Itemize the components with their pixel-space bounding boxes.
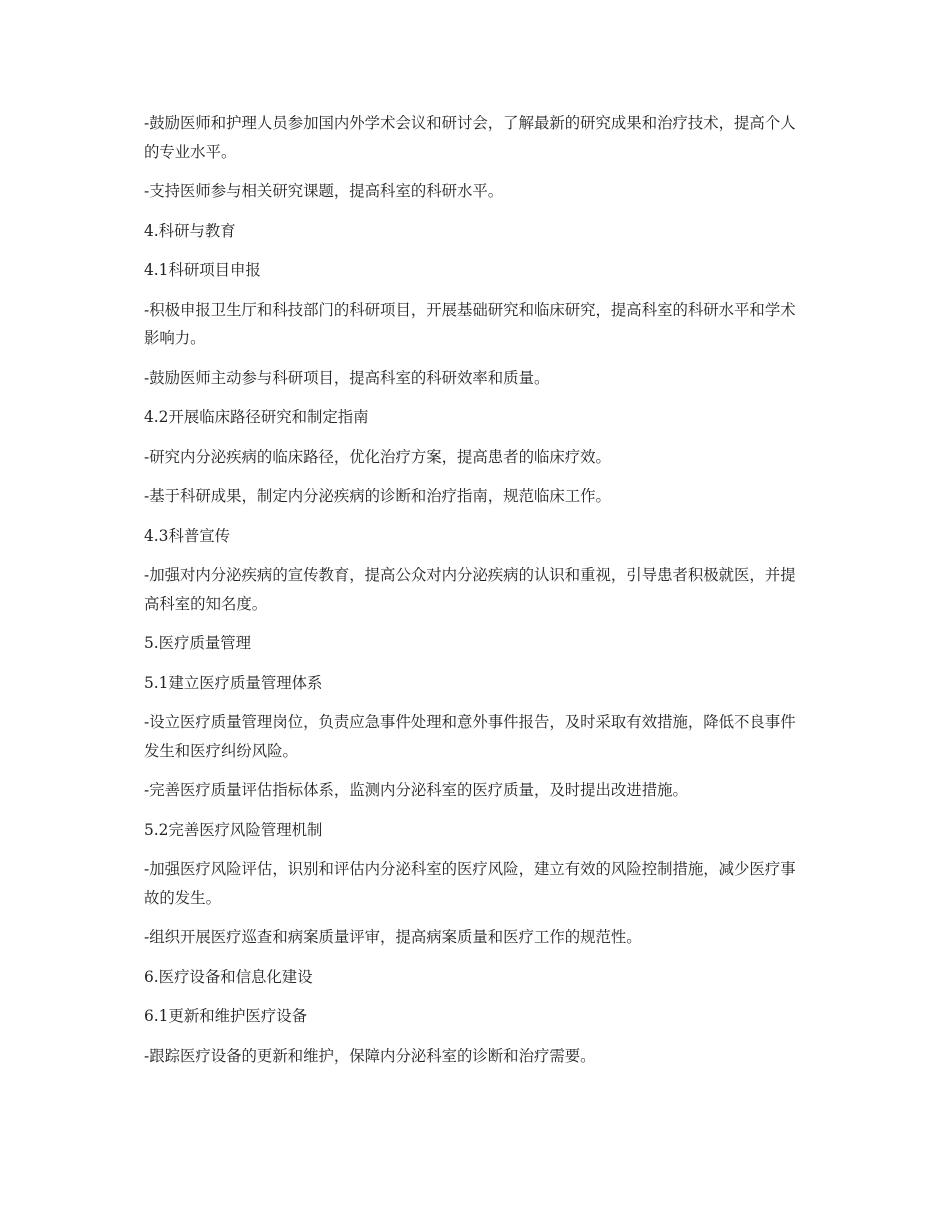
paragraph: -组织开展医疗巡查和病案质量评审，提高病案质量和医疗工作的规范性。 — [144, 928, 642, 946]
section-heading: 4.科研与教育 — [144, 221, 236, 240]
document-body — [144, 109, 810, 1081]
paragraph: -完善医疗质量评估指标体系，监测内分泌科室的医疗质量，及时提出改进措施。 — [144, 781, 688, 799]
section-heading: 6.医疗设备和信息化建设 — [144, 967, 313, 986]
paragraph: -跟踪医疗设备的更新和维护，保障内分泌科室的诊断和治疗需要。 — [144, 1046, 596, 1065]
paragraph: -积极申报卫生厅和科技部门的科研项目，开展基础研究和临床研究，提高科室的科研水平和学术影响力。 — [144, 300, 796, 347]
subsection-heading: 4.1科研项目申报 — [144, 261, 261, 279]
paragraph: -支持医师参与相关研究课题，提高科室的科研水平。 — [144, 182, 504, 200]
paragraph: -加强医疗风险评估，识别和评估内分泌科室的医疗风险，建立有效的风险控制措施，减少医疗事故的发生。 — [144, 860, 796, 907]
paragraph: -研究内分泌疾病的临床路径，优化治疗方案，提高患者的临床疗效。 — [144, 447, 611, 466]
paragraph: -加强对内分泌疾病的宣传教育，提高公众对内分泌疾病的认识和重视，引导患者积极就医，并提高科室的知名度。 — [144, 566, 796, 613]
subsection-heading: 5.2完善医疗风险管理机制 — [144, 820, 323, 839]
paragraph: -鼓励医师和护理人员参加国内外学术会议和研讨会，了解最新的研究成果和治疗技术，提高个人的专业水平。 — [144, 114, 796, 161]
subsection-heading: 4.2开展临床路径研究和制定指南 — [144, 408, 369, 426]
subsection-heading: 6.1更新和维护医疗设备 — [144, 1007, 307, 1025]
subsection-heading: 4.3科普宣传 — [144, 526, 231, 545]
paragraph: -鼓励医师主动参与科研项目，提高科室的科研效率和质量。 — [144, 368, 550, 387]
subsection-heading: 5.1建立医疗质量管理体系 — [144, 673, 323, 692]
paragraph: -设立医疗质量管理岗位，负责应急事件处理和意外事件报告，及时采取有效措施，降低不良事件发生和医疗纠纷风险。 — [144, 713, 796, 760]
paragraph: -基于科研成果，制定内分泌疾病的诊断和治疗指南，规范临床工作。 — [144, 487, 611, 505]
section-heading: 5.医疗质量管理 — [144, 634, 252, 652]
